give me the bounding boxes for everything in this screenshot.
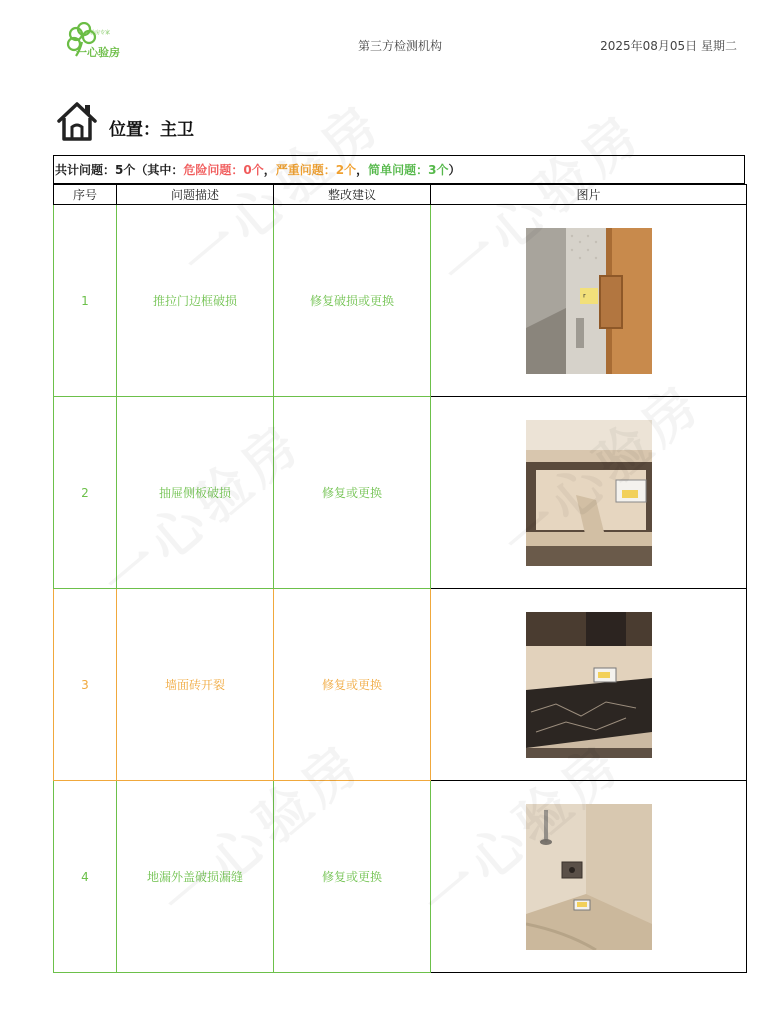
- issues-table: [53, 184, 747, 973]
- row-description: 地漏外盖破损漏缝: [117, 781, 274, 973]
- table-header-row: [54, 185, 747, 205]
- sliding-door-frame-photo[interactable]: [526, 228, 652, 374]
- table-row: [54, 397, 747, 589]
- location-heading: [55, 98, 194, 144]
- row-photo-cell: [431, 205, 747, 397]
- summary-prefix: 共计问题：5个（其中：: [55, 163, 184, 177]
- table-row: [54, 589, 747, 781]
- column-header-description: 问题描述: [117, 185, 274, 205]
- serious-count: 严重问题：2个: [275, 163, 357, 177]
- row-photo-cell: [431, 781, 747, 973]
- report-date: 2025年08月05日 星期二: [600, 39, 737, 53]
- row-description: 墙面砖开裂: [117, 589, 274, 781]
- floor-drain-cover-photo[interactable]: [526, 804, 652, 950]
- svg-text:一心验房: 一心验房: [76, 46, 120, 59]
- house-icon: [55, 99, 99, 143]
- row-description: 抽屉侧板破损: [117, 397, 274, 589]
- agency-name: 第三方检测机构: [357, 39, 442, 53]
- column-header-photo: 图片: [431, 185, 747, 205]
- column-header-number: 序号: [54, 185, 117, 205]
- column-header-suggestion: 整改建议: [274, 185, 431, 205]
- row-suggestion: 修复或更换: [274, 781, 431, 973]
- row-number: 3: [54, 589, 117, 781]
- row-number: 4: [54, 781, 117, 973]
- summary-separator: ，: [356, 163, 369, 177]
- location-label: 位置：主卫: [109, 119, 194, 140]
- svg-text:验房专家: 验房专家: [90, 30, 111, 36]
- row-description: 推拉门边框破损: [117, 205, 274, 397]
- drawer-side-panel-photo[interactable]: [526, 420, 652, 566]
- summary-separator: ，: [263, 163, 276, 177]
- page-header: [0, 0, 771, 80]
- danger-count: 危险问题：0个: [183, 163, 264, 177]
- logo-icon: [62, 22, 126, 62]
- simple-count: 简单问题：3个: [368, 163, 449, 177]
- row-photo-cell: [431, 589, 747, 781]
- table-row: [54, 781, 747, 973]
- svg-text:ʳ: ʳ: [582, 290, 586, 304]
- row-number: 1: [54, 205, 117, 397]
- summary-suffix: ）: [448, 163, 461, 177]
- row-suggestion: 修复破损或更换: [274, 205, 431, 397]
- issue-summary: [53, 155, 745, 184]
- row-suggestion: 修复或更换: [274, 397, 431, 589]
- row-suggestion: 修复或更换: [274, 589, 431, 781]
- row-photo-cell: [431, 397, 747, 589]
- wall-tile-crack-photo[interactable]: [526, 612, 652, 758]
- table-row: [54, 205, 747, 397]
- row-number: 2: [54, 397, 117, 589]
